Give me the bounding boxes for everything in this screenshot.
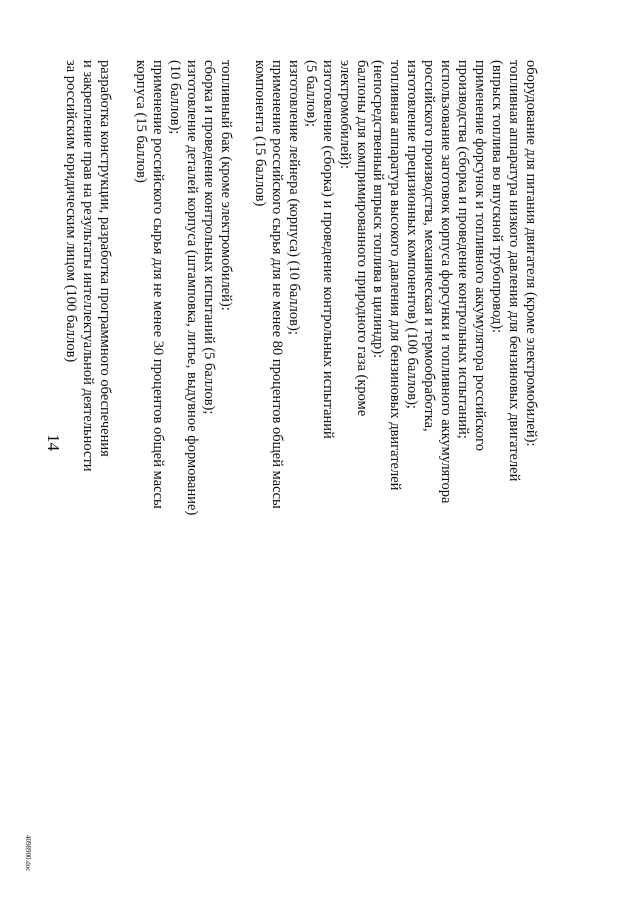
footer-filename: 4098900.doc — [24, 835, 32, 872]
text-block-development — [62, 60, 113, 472]
text-line: разработка конструкции, разработка программного обеспечения — [97, 60, 113, 457]
text-line: изготовление деталей корпуса (штамповка, литье, выдувное формование) — [184, 60, 200, 516]
text-line: изготовление лейнера (корпуса) (10 баллов); — [286, 60, 302, 335]
text-line: корпуса (15 баллов) — [133, 60, 149, 183]
text-line: (10 баллов); — [167, 60, 183, 135]
text-line: применение российского сырья для не менее 30 процентов общей массы — [150, 60, 166, 509]
text-line: и закрепление прав на результаты интеллектуальной деятельности — [80, 60, 96, 472]
text-block-fuel-tank — [132, 60, 234, 515]
text-line: применение российского сырья для не менее 80 процентов общей массы — [269, 60, 285, 509]
text-line: (впрыск топлива во впускной трубопровод): — [489, 60, 505, 334]
text-line: сборка и проведение контрольных испытаний (5 баллов); — [201, 60, 217, 415]
text-line: изготовление прецизионных компонентов) (100 баллов); — [404, 60, 420, 409]
text-line: применение форсунок и топливного аккумулятора российского — [472, 60, 488, 451]
text-line: производства (сборка и проведение контрольных испытаний; — [455, 60, 471, 439]
text-line: топливная аппаратура высокого давления для бензиновых двигателей — [387, 60, 403, 491]
text-line: изготовление (сборка) и проведение контрольных испытаний — [320, 60, 336, 439]
text-line: использование заготовок корпуса форсунки и топливного аккумулятора — [438, 60, 454, 504]
text-line: российского производства, механическая и термообработка, — [421, 60, 437, 432]
text-line: топливный бак (кроме электромобилей): — [218, 60, 234, 311]
text-line: электромобилей): — [337, 60, 353, 170]
text-line: (5 баллов); — [303, 60, 319, 128]
text-block-engine-fuel-equipment — [369, 60, 539, 503]
text-block-gas-cylinders — [251, 60, 370, 509]
text-line: баллоны для компримированного природного газа (кроме — [354, 60, 370, 417]
text-line: (непосредственный впрыск топлива в цилиндр): — [370, 60, 386, 359]
text-line: компонента (15 баллов) — [252, 60, 268, 207]
text-line: оборудование для питания двигателя (кроме электромобилей): — [523, 60, 539, 447]
text-line: за российским юридическим лицом (100 баллов) — [63, 60, 79, 363]
page-number: 14 — [44, 434, 63, 451]
text-line: топливная аппаратура низкого давления для бензиновых двигателей — [506, 60, 522, 482]
